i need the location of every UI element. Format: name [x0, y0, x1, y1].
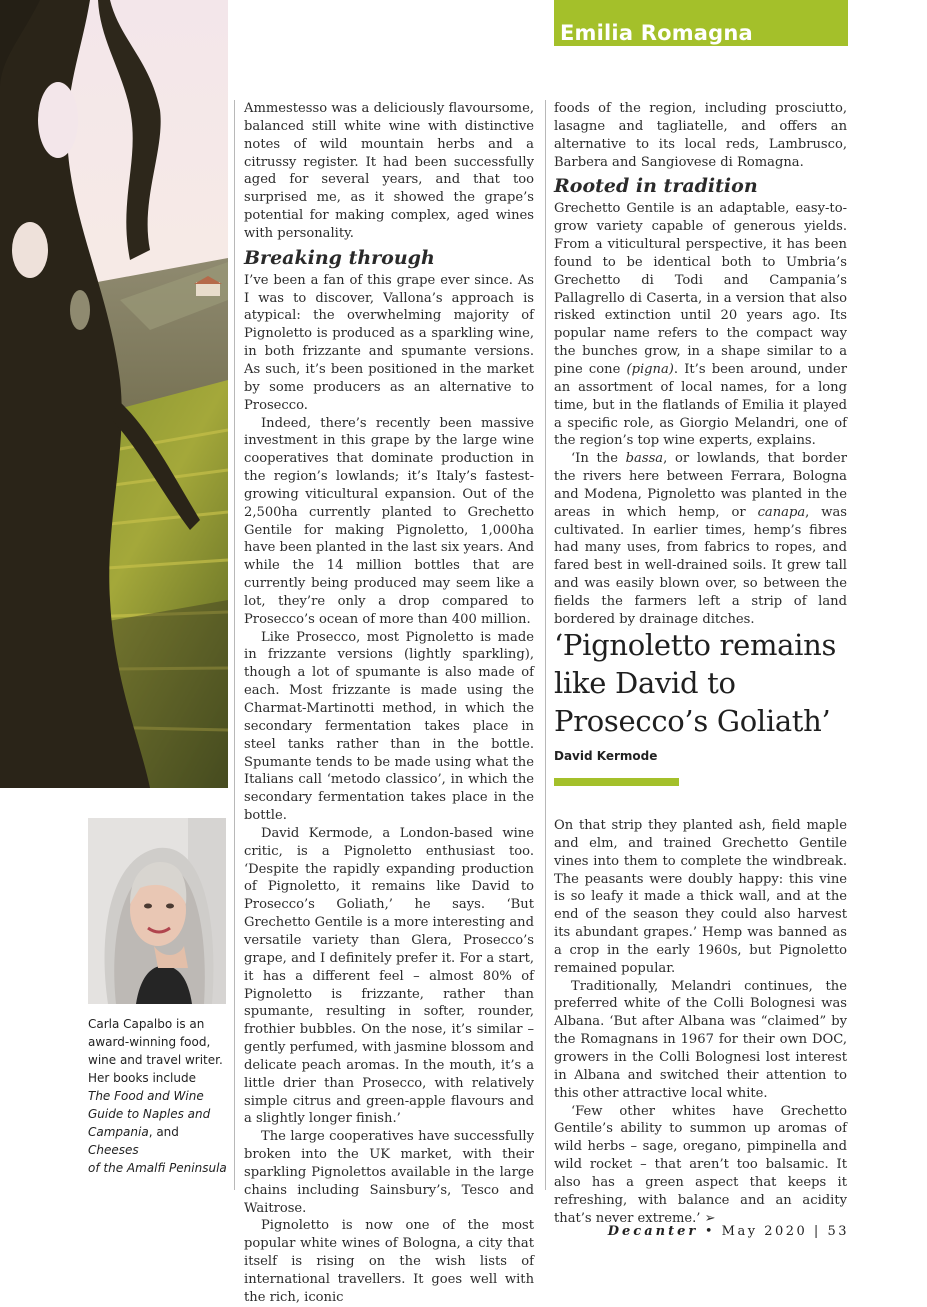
section-banner: [554, 0, 848, 46]
body-paragraph: Like Prosecco, most Pignoletto is made in frizzante versions (lightly sparkling), though a lot of spumante is also made of each. Most frizzante is made using the Charmat-Martinotti method, in which the secondary fermentation takes place in steel tanks rather than in the bottle. Spumante tends to be made using what the Italians call ‘metodo classico’, in which the secondary fermentation takes place in the bottle.: [244, 629, 534, 824]
subheading-rooted-in-tradition: Rooted in tradition: [554, 175, 758, 198]
article-column-1: [244, 100, 534, 1307]
article-column-2: [554, 100, 847, 629]
column-rule-middle: [545, 100, 546, 1190]
body-paragraph: ‘In the bassa, or lowlands, that border the rivers here between Ferrara, Bologna and Modena, Pignoletto was planted in the areas in which hemp, or canapa, was cultivated. In earlier times, hemp’s fibres had many uses, from fabrics to ropes, and fared best in well-drained soils. It grew tall and was easily blown over, so between the fields the farmers left a strip of land bordered by drainage ditches.: [554, 451, 847, 627]
article-column-2-lower: [554, 817, 847, 1227]
pull-quote: [554, 626, 854, 763]
body-paragraph: Indeed, there’s recently been massive investment in this grape by the large wine cooperatives that dominate production in the region’s lowlands; it’s Italy’s fastest-growing viticultural expansion. Out of the 2,500ha currently planted to Grechetto Gentile for making Pignoletto, 1,000ha have been planted in the last six years. And while the 14 million bottles that are currently being produced may seem like a lot, they’re only a drop compared to Prosecco’s ocean of more than 400 million.: [244, 415, 534, 627]
page-number: 53: [827, 1224, 849, 1239]
body-paragraph: foods of the region, including prosciutto, lasagne and tagliatelle, and offers an alternative to its local reds, Lambrusco, Barbera and Sangiovese di Romagna.: [554, 101, 847, 170]
column-rule-left: [234, 100, 235, 1190]
issue-date: May 2020: [721, 1224, 808, 1239]
pull-quote-attribution: David Kermode: [554, 749, 658, 763]
vineyard-tree-photo: [0, 0, 228, 788]
body-paragraph: I’ve been a fan of this grape ever since. As I was to discover, Vallona’s approach is atypical: the overwhelming majority of Pignoletto is produced as a sparkling wine, in both frizzante and spumante versions. As such, it’s been positioned in the market by some producers as an alternative to Prosecco.: [244, 272, 534, 413]
body-paragraph: David Kermode, a London-based wine critic, is a Pignoletto enthusiast too. ‘Despite the rapidly expanding production of Pignoletto, it remains like David to Prosecco’s Goliath,’ he says. ‘But Grechetto Gentile is a more interesting and versatile variety than Glera, Prosecco’s grape, and I definitely prefer it. For a start, it has a different feel – almost 80% of Pignoletto is frizzante, rather than spumante, resulting in softer, rounder, frothier bubbles. On the nose, it’s similar – gently perfumed, with jasmine blossom and delicate peach aromas. In the mouth, it’s a little drier than Prosecco, with relatively simple citrus and green-apple flavours and a slightly longer finish.’: [244, 825, 534, 1127]
continue-arrow-icon: ➢: [704, 1210, 716, 1226]
body-paragraph: The large cooperatives have successfully broken into the UK market, with their sparkling Pignolettos available in the large chains including Sainsbury’s, Tesco and Waitrose.: [244, 1129, 534, 1216]
page-folio: Decanter • May 2020 | 53: [607, 1224, 849, 1239]
pull-quote-accent-bar: [554, 778, 679, 786]
body-paragraph: On that strip they planted ash, field maple and elm, and trained Grechetto Gentile vines into them to complete the windbreak. The peasants were doubly happy: this vine is so leafy it made a thick wall, and at the end of the season they could also harvest its abundant grapes.’ Hemp was banned as a crop in the early 1960s, but Pignoletto remained popular.: [554, 818, 847, 976]
body-paragraph: Grechetto Gentile is an adaptable, easy-to-grow variety capable of generous yields. From a viticultural perspective, it has been found to be identical both to Umbria’s Grechetto di Todi and Campania’s Pallagrello di Caserta, in a version that also risked extinction until 20 years ago. Its popular name refers to the compact way the bunches grow, in a shape similar to a pine cone (pigna). It’s been around, under an assortment of local names, for a long time, but in the flatlands of Emilia it played a specific role, as Giorgio Melandri, one of the region’s top wine experts, explains.: [554, 201, 847, 449]
body-paragraph: Pignoletto is now one of the most popular white wines of Bologna, a city that itself is rising on the wish lists of international travellers. It goes well with the rich, iconic: [244, 1218, 534, 1305]
section-title: Emilia Romagna: [560, 21, 753, 45]
pull-quote-text: ‘Pignoletto remains like David to Prosecco’s Goliath’: [554, 628, 837, 738]
subheading-breaking-through: Breaking through: [244, 246, 435, 269]
magazine-name: Decanter: [607, 1224, 699, 1239]
body-paragraph: ‘Few other whites have Grechetto Gentile’s ability to summon up aromas of wild herbs – sage, oregano, pimpinella and wild rocket – that aren’t too balsamic. It also has a green aspect that keeps it refreshing, with balance and an acidity that’s never extreme.’ ➢: [554, 1103, 847, 1226]
body-paragraph: Ammestesso was a deliciously flavoursome, balanced still white wine with distinctive notes of wild mountain herbs and a citrussy register. It had been successfully aged for several years, and that too surprised me, as it showed the grape’s potential for making complex, aged wines with personality.: [244, 101, 534, 241]
author-bio: Carla Capalbo is an award-winning food, wine and travel writer. Her books include The Food and Wine Guide to Naples and Campania, and Cheeses of the Amalfi Peninsula: [88, 1017, 227, 1175]
body-paragraph: Traditionally, Melandri continues, the preferred white of the Colli Bolognesi was Albana. ‘But after Albana was “claimed” by the Romagnans in 1967 for their own DOC, growers in the Colli Bolognesi lost interest in Albana and switched their attention to this other attractive local white.: [554, 978, 847, 1101]
author-portrait: [88, 818, 226, 1004]
